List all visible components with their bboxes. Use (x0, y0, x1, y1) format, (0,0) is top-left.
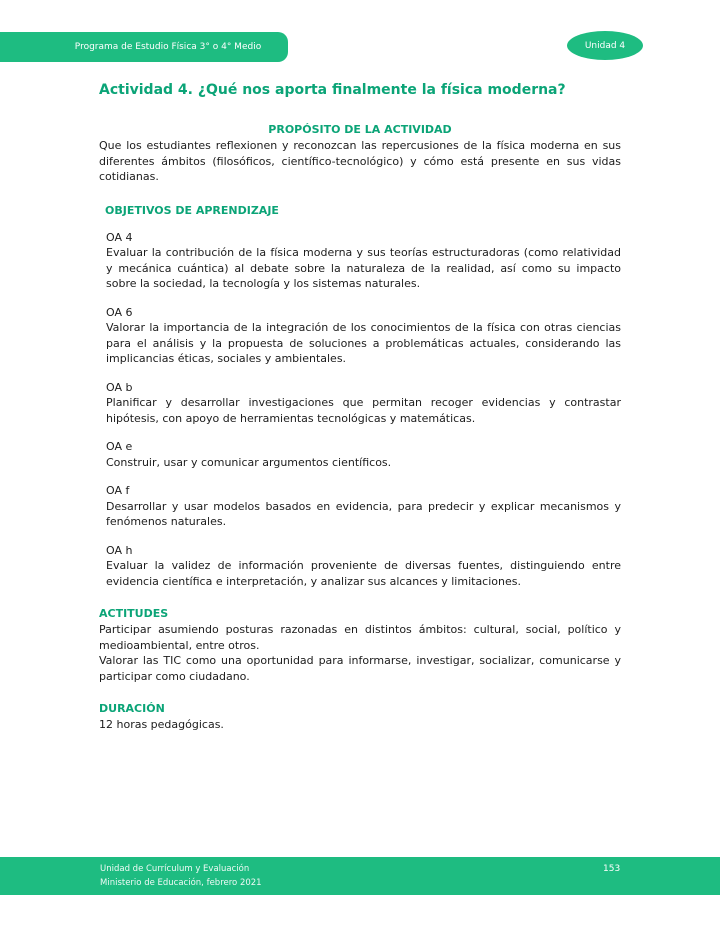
page-number: 153 (603, 864, 621, 874)
objetivos-heading: OBJETIVOS DE APRENDIZAJE (105, 203, 279, 217)
page-content (99, 82, 621, 733)
program-title-label: Programa de Estudio Física 3° o 4° Medio (74, 42, 262, 52)
oa-item-6 (106, 305, 621, 367)
oa-text: Evaluar la validez de información proveniente de diversas fuentes, distinguiendo entre evidencia científica e interpretación, y analizar sus alcances y limitaciones. (106, 559, 621, 588)
oa-item-f (106, 483, 621, 530)
footer-org-line: Unidad de Currículum y Evaluación (100, 864, 250, 874)
oa-item-h (106, 543, 621, 590)
duracion-heading: DURACIÓN (99, 702, 165, 715)
activity-title: Actividad 4. ¿Qué nos aporta finalmente la física moderna? (99, 82, 566, 98)
oa-label: OA b (106, 380, 133, 394)
oa-text: Construir, usar y comunicar argumentos científicos. (106, 455, 392, 469)
oa-text: Desarrollar y usar modelos basados en evidencia, para predecir y explicar mecanismos y fenómenos naturales. (106, 499, 621, 528)
oa-label: OA h (106, 543, 133, 557)
oa-item-b (106, 380, 621, 427)
oa-text: Evaluar la contribución de la física moderna y sus teorías estructuradoras (como relatividad y mecánica cuántica) al debate sobre la naturaleza de la realidad, así como su impacto sobre la sociedad, la tecnología y los sistemas naturales. (106, 246, 621, 290)
proposito-heading: PROPÓSITO DE LA ACTIVIDAD (268, 123, 452, 136)
unit-badge (567, 31, 643, 60)
oa-item-4 (106, 230, 621, 292)
program-title-bar (0, 32, 288, 62)
actitudes-paragraph-2: Valorar las TIC como una oportunidad para informarse, investigar, socializar, comunicarse y participar como ciudadano. (99, 654, 621, 683)
oa-label: OA 6 (106, 305, 133, 319)
oa-label: OA f (106, 484, 130, 497)
page-footer (0, 857, 720, 895)
footer-ministry-line: Ministerio de Educación, febrero 2021 (100, 878, 262, 888)
oa-label: OA e (106, 440, 133, 453)
oa-text: Valorar la importancia de la integración de los conocimientos de la física con otras ciencias para el análisis y la propuesta de soluciones a problemáticas actuales, considerando las implicancias éticas, sociales y ambientales. (106, 321, 621, 365)
actitudes-paragraph-1: Participar asumiendo posturas razonadas en distintos ámbitos: cultural, social, político y medioambiental, entre otros. (99, 623, 621, 652)
oa-item-e (106, 439, 621, 470)
unit-badge-label: Unidad 4 (584, 40, 626, 51)
proposito-body: Que los estudiantes reflexionen y reconozcan las repercusiones de la física moderna en sus diferentes ámbitos (filosóficos, científico-tecnológico) y cómo está presente en sus vidas cotidianas. (99, 139, 621, 183)
oa-list (106, 230, 621, 590)
oa-text: Planificar y desarrollar investigaciones que permitan recoger evidencias y contrastar hipótesis, con apoyo de herramientas tecnológicas y matemáticas. (106, 396, 621, 425)
actitudes-heading: ACTITUDES (99, 607, 169, 620)
footer-credits (100, 862, 262, 890)
oa-label: OA 4 (106, 230, 133, 244)
duracion-body: 12 horas pedagógicas. (99, 718, 224, 731)
